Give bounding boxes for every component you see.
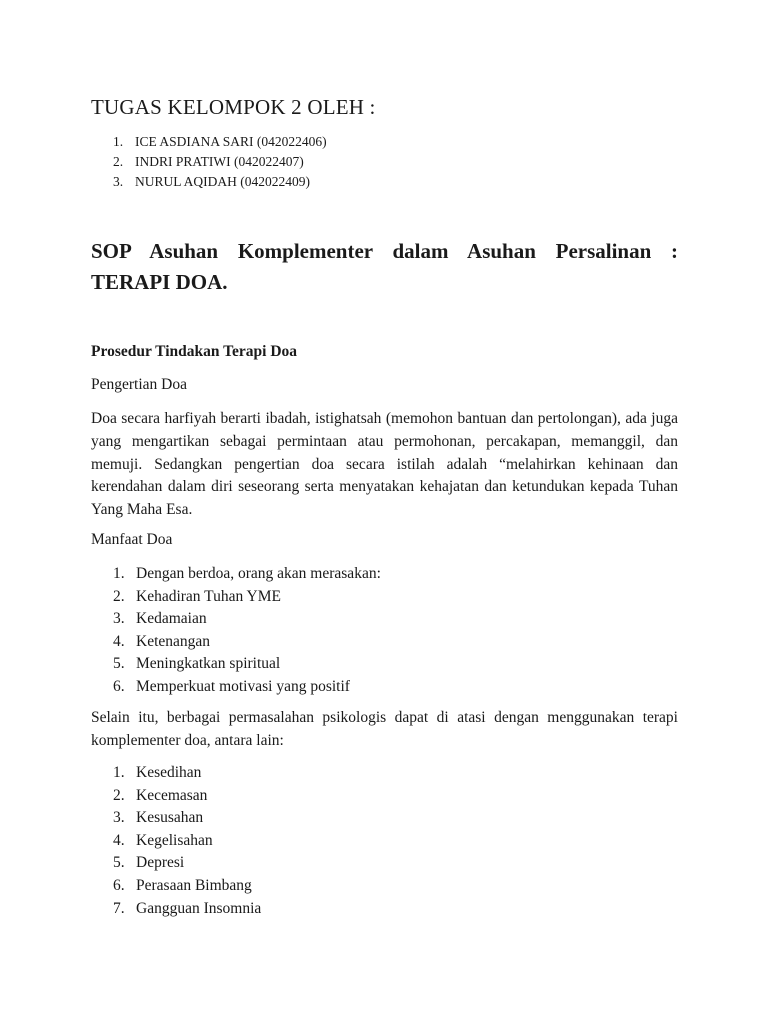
list-text: Kegelisahan <box>136 831 213 849</box>
list-number: 4. <box>113 632 125 650</box>
member-list <box>91 132 327 192</box>
member-name: ICE ASDIANA SARI (042022406) <box>135 134 327 149</box>
list-text: Kehadiran Tuhan YME <box>136 587 281 605</box>
manfaat-list <box>91 563 381 699</box>
list-item <box>91 631 381 654</box>
list-text: Ketenangan <box>136 632 211 650</box>
list-number: 1. <box>113 764 125 781</box>
list-item <box>91 807 261 830</box>
list-number: 3. <box>113 610 125 628</box>
list-text: Dengan berdoa, orang akan merasakan: <box>136 565 381 582</box>
list-text: Kesusahan <box>136 809 204 827</box>
list-item <box>91 762 261 785</box>
list-item <box>91 898 261 921</box>
list-item <box>91 608 381 631</box>
list-text: Meningkatkan spiritual <box>136 655 281 673</box>
list-number: 5. <box>113 854 125 872</box>
list-number: 1. <box>113 565 125 582</box>
list-text: Gangguan Insomnia <box>136 899 262 917</box>
manfaat-heading: Manfaat Doa <box>91 531 173 548</box>
list-number: 4. <box>113 831 125 849</box>
list-number: 6. <box>113 677 125 695</box>
list-text: Memperkuat motivasi yang positif <box>136 677 350 695</box>
list-item <box>91 676 381 699</box>
list-item <box>91 785 261 808</box>
list-item <box>91 830 261 853</box>
list-number: 3. <box>113 809 125 827</box>
list-item <box>91 653 381 676</box>
document-title <box>91 236 678 298</box>
list-number: 2. <box>113 786 125 804</box>
pengertian-paragraph: Doa secara harfiyah berarti ibadah, istighatsah (memohon bantuan dan pertolongan), ada juga yang mengartikan sebagai permintaan atau permohonan, percakapan, memanggil, dan memuji. Sedangkan pengertian doa secara istilah adalah “melahirkan kehinaan dan kerendahan dalam diri seseorang serta menyatakan kehajatan dan ketundukan kepada Tuhan Yang Maha Esa. <box>91 410 678 519</box>
member-number: 3. <box>113 174 124 189</box>
list-text: Depresi <box>136 854 185 872</box>
list-text: Perasaan Bimbang <box>136 876 252 894</box>
section-heading: Prosedur Tindakan Terapi Doa <box>91 343 298 360</box>
member-item <box>91 172 327 192</box>
member-name: NURUL AQIDAH (042022409) <box>135 174 310 189</box>
member-number: 2. <box>113 154 124 169</box>
pengertian-heading: Pengertian Doa <box>91 376 187 393</box>
list-number: 2. <box>113 587 125 605</box>
document-title-line2: TERAPI DOA. <box>91 270 228 294</box>
psikologis-list <box>91 762 261 920</box>
list-number: 5. <box>113 655 125 673</box>
member-number: 1. <box>113 134 124 149</box>
member-item <box>91 152 327 172</box>
list-text: Kedamaian <box>136 610 207 628</box>
member-name: INDRI PRATIWI (042022407) <box>135 154 304 169</box>
list-number: 6. <box>113 876 125 894</box>
psikologis-intro: Selain itu, berbagai permasalahan psikologis dapat di atasi dengan menggunakan terapi komplementer doa, antara lain: <box>91 709 678 749</box>
member-item <box>91 132 327 152</box>
list-item <box>91 875 261 898</box>
list-text: Kesedihan <box>136 764 202 781</box>
list-item <box>91 852 261 875</box>
list-item <box>91 586 381 609</box>
document-title-line1: SOP Asuhan Komplementer dalam Asuhan Persalinan : <box>91 239 678 263</box>
list-item <box>91 563 381 586</box>
list-text: Kecemasan <box>136 786 208 804</box>
group-title: TUGAS KELOMPOK 2 OLEH : <box>91 95 376 119</box>
list-number: 7. <box>113 899 125 917</box>
